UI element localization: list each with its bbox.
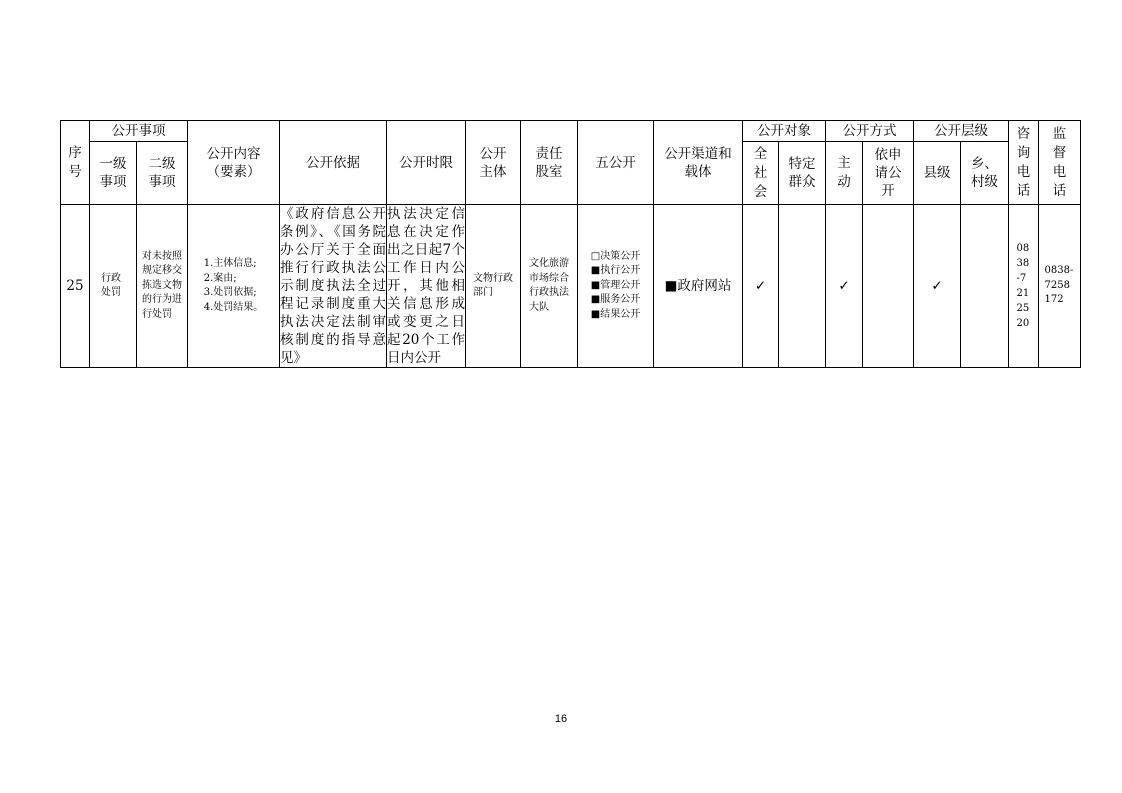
header-mode-active: 主动	[826, 142, 863, 205]
check-level-county: ✓	[914, 205, 961, 368]
row-five	[578, 205, 654, 368]
content-line: 1.主体信息;	[203, 258, 257, 269]
row-basis: 《政府信息公开条例》、《国务院办公厅关于全面推行行政执法公示制度执法全过程记录制度重大执法决定法制审核制度的指导意见》	[280, 206, 386, 366]
header-dept: 责任股室	[521, 121, 578, 205]
header-item-l2: 二级事项	[137, 142, 188, 205]
header-consult-phone: 咨询电话	[1009, 121, 1039, 205]
header-item-l1: 一级事项	[90, 142, 137, 205]
five-item: □决策公开	[590, 250, 641, 262]
five-item: ■结果公开	[590, 308, 641, 320]
row-subject: 文物行政部门	[466, 205, 521, 368]
header-basis: 公开依据	[280, 121, 387, 205]
row-content	[188, 205, 280, 368]
header-channel: 公开渠道和载体	[654, 121, 743, 205]
header-five: 五公开	[578, 121, 654, 205]
row-time-limit: 执法决定信息在决定作出之日起7个工作日内公开，其他相关信息形成或变更之日起20个工作日内公开	[387, 206, 465, 366]
header-mode-group: 公开方式	[826, 121, 914, 142]
check-mode-active: ✓	[826, 205, 863, 368]
header-level-county: 县级	[914, 142, 961, 205]
header-mode-request: 依申请公开	[863, 142, 914, 205]
header-item-group: 公开事项	[90, 121, 188, 142]
check-level-village	[961, 205, 1009, 368]
header-obj-all: 全社会	[743, 142, 779, 205]
check-obj-specific	[779, 205, 826, 368]
header-content: 公开内容（要素）	[188, 121, 280, 205]
header-level-group: 公开层级	[914, 121, 1009, 142]
header-object-group: 公开对象	[743, 121, 826, 142]
header-time-limit: 公开时限	[387, 121, 466, 205]
header-subject: 公开主体	[466, 121, 521, 205]
content-line: 4.处罚结果。	[203, 301, 264, 313]
content-list	[201, 257, 267, 315]
five-item: ■执行公开	[590, 265, 641, 277]
row-supervise-phone: 0838-7258172	[1039, 205, 1081, 368]
check-mode-request	[863, 205, 914, 368]
disclosure-table	[60, 120, 1081, 368]
row-seq: 25	[61, 205, 90, 368]
row-item-l1: 行政处罚	[90, 205, 137, 368]
header-obj-specific: 特定群众	[779, 142, 826, 205]
five-item: ■服务公开	[590, 294, 641, 306]
page-number: 16	[554, 713, 568, 725]
row-item-l2: 对未按照规定移交拣选文物的行为进行处罚	[137, 205, 188, 368]
check-obj-all: ✓	[743, 205, 779, 368]
header-supervise-phone: 监督电话	[1039, 121, 1081, 205]
content-line: 2.案由;	[203, 272, 237, 284]
five-list	[588, 250, 643, 323]
row-dept: 文化旅游市场综合行政执法大队	[521, 205, 578, 368]
content-line: 3.处罚依据;	[203, 287, 257, 298]
row-channel: ■政府网站	[654, 205, 743, 368]
table-row	[61, 205, 1081, 368]
five-item: ■管理公开	[590, 279, 641, 291]
header-level-village: 乡、村级	[961, 142, 1009, 205]
row-consult-phone: 0838-7212520	[1009, 205, 1039, 368]
header-seq: 序号	[61, 121, 90, 205]
